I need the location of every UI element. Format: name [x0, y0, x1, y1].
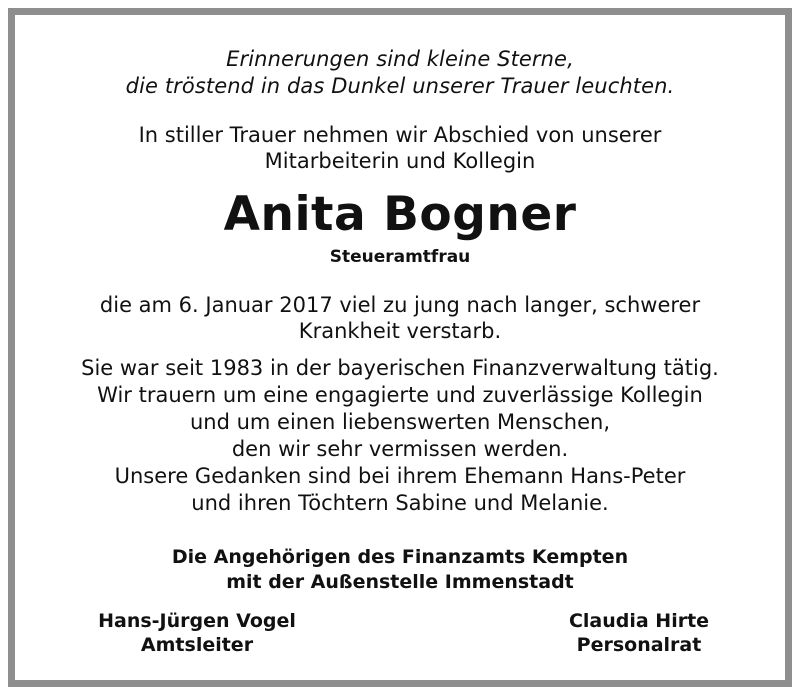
tribute-line: Wir trauern um eine engagierte und zuverlässige Kollegin — [97, 383, 703, 407]
tribute-line: und um einen liebenswerten Menschen, — [189, 410, 611, 434]
signatory-role: Amtsleiter — [140, 634, 254, 656]
mourners-text: mit der Außenstelle Immenstadt — [226, 571, 574, 593]
mourners-text: Die Angehörigen des Finanzamts Kempten — [171, 546, 629, 568]
motto-verse — [15, 46, 785, 100]
tribute-line: den wir sehr vermissen werden. — [231, 437, 569, 461]
death-notice-line: Krankheit verstarb. — [298, 319, 502, 343]
signature-right — [509, 609, 769, 657]
intro-text — [15, 122, 785, 174]
intro-line: In stiller Trauer nehmen wir Abschied von unserer — [138, 123, 662, 147]
signature-left — [67, 609, 327, 657]
tribute-text — [15, 355, 785, 517]
death-notice-line: die am 6. Januar 2017 viel zu jung nach langer, schwerer — [99, 293, 701, 317]
tribute-line: Unsere Gedanken sind bei ihrem Ehemann Hans-Peter — [114, 464, 686, 488]
motto-line: Erinnerungen sind kleine Sterne, — [226, 47, 574, 71]
tribute-line: Sie war seit 1983 in der bayerischen Finanzverwaltung tätig. — [81, 356, 719, 380]
signatory-name: Claudia Hirte — [568, 610, 710, 632]
signatory-role: Personalrat — [576, 634, 702, 656]
obituary-frame — [8, 8, 792, 687]
signatory-name: Hans-Jürgen Vogel — [98, 610, 296, 632]
deceased-title: Steueramtfrau — [329, 247, 471, 267]
obituary-content — [15, 15, 785, 680]
deceased-name: Anita Bogner — [223, 187, 577, 242]
motto-line: die tröstend in das Dunkel unserer Trauer leuchten. — [125, 74, 675, 98]
mourners-line — [15, 545, 785, 595]
death-notice — [15, 292, 785, 344]
tribute-line: und ihren Töchtern Sabine und Melanie. — [191, 491, 609, 515]
intro-line: Mitarbeiterin und Kollegin — [264, 149, 536, 173]
